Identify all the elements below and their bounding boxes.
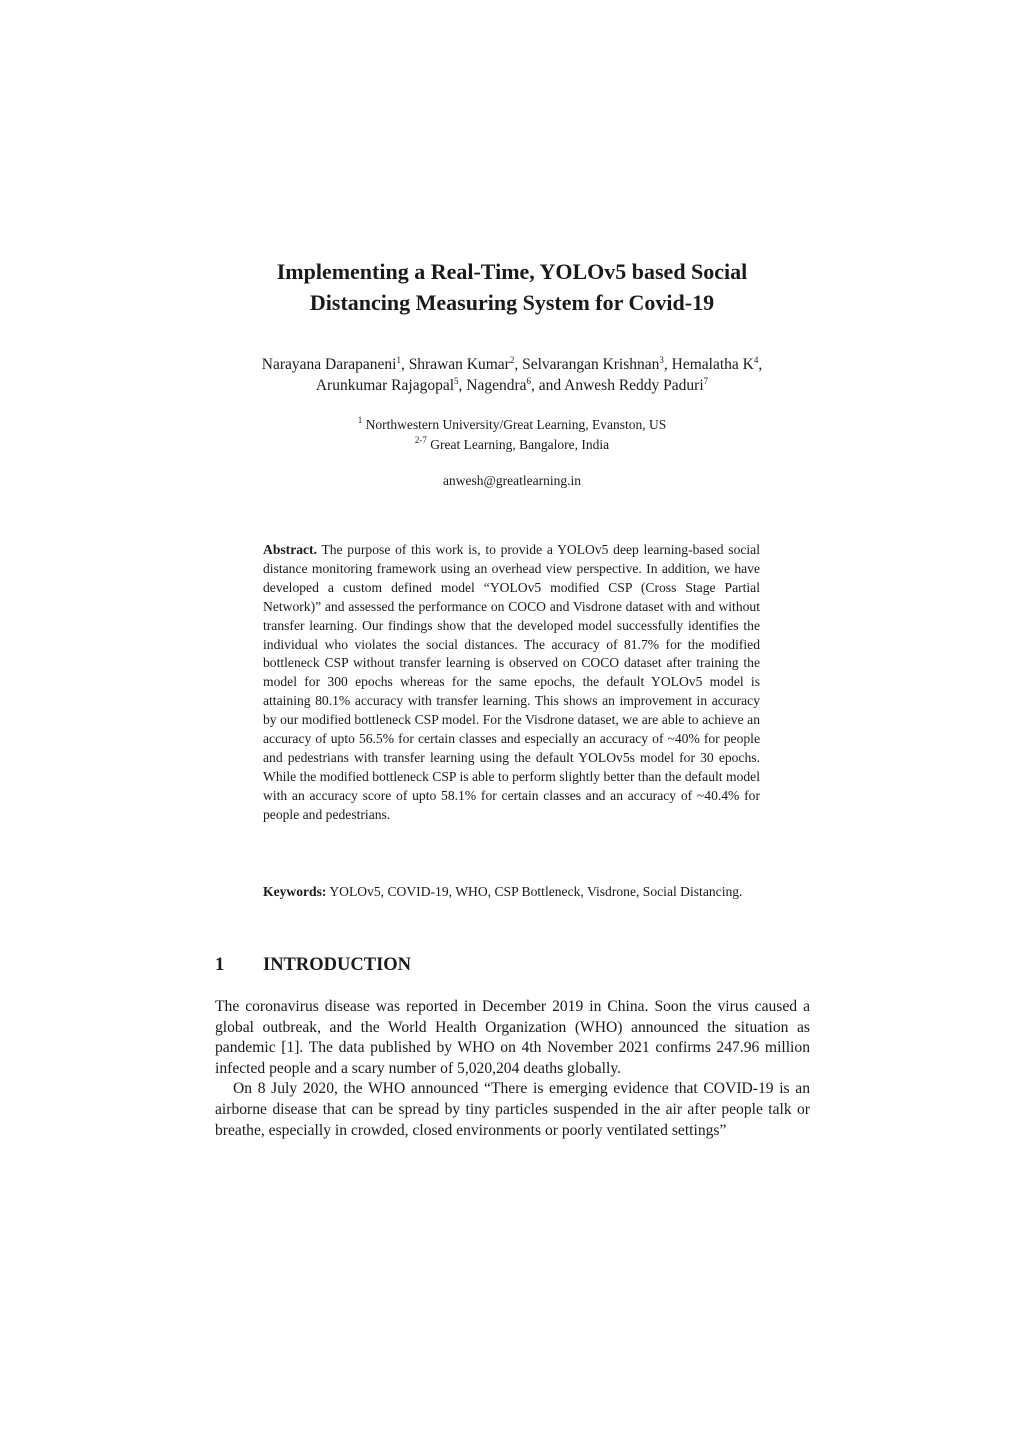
keywords-label: Keywords: [263, 884, 327, 899]
affiliation-mark: 1 [357, 415, 363, 425]
author-name: Arunkumar Rajagopal [315, 377, 455, 394]
author-affil-mark: 2 [509, 355, 515, 365]
paper-title [0, 256, 1024, 318]
author-affil-mark: 7 [703, 376, 709, 386]
affiliation-2 [0, 435, 1024, 455]
abstract-text: The purpose of this work is, to provide a YOLOv5 deep learning-based social distance monitoring framework using an overhead view perspective. In addition, we have developed a custom defined model “YOLOv5 modified CSP (Cross Stage Partial Network)” and assessed the performance on COCO and Visdrone dataset with and without transfer learning. Our findings show that the developed model successfully identifies the individual who violates the social distances. The accuracy of 81.7% for the modified bottleneck CSP without transfer learning is observed on COCO dataset after training the model for 300 epochs whereas for the same epochs, the default YOLOv5 model is attaining 80.1% accuracy with transfer learning. This shows an improvement in accuracy by our modified bottleneck CSP model. For the Visdrone dataset, we are able to achieve an accuracy of upto 56.5% for certain classes and especially an accuracy of ~40% for people and pedestrians with transfer learning using the default YOLOv5s model for 30 epochs. While the modified bottleneck CSP is able to perform slightly better than the default model with an accuracy score of upto 58.1% for certain classes and an accuracy of ~40.4% for people and pedestrians. [263, 542, 760, 822]
section-number: 1 [215, 955, 225, 975]
author-name: , Nagendra [458, 377, 527, 394]
keywords-paragraph [263, 882, 760, 901]
title-line-1: Implementing a Real-Time, YOLOv5 based Social [276, 259, 748, 284]
introduction-body [215, 997, 810, 1141]
affiliation-text: Great Learning, Bangalore, India [426, 437, 610, 452]
abstract-label: Abstract. [263, 542, 317, 557]
affiliation-mark: 2-7 [414, 435, 427, 445]
abstract-paragraph [263, 541, 760, 825]
author-name: , Hemalatha K [663, 356, 754, 373]
author-name: Narayana Darapaneni [261, 356, 397, 373]
author-line-1 [0, 354, 1024, 375]
author-list [0, 354, 1024, 396]
contact-email: anwesh@greatlearning.in [442, 473, 581, 488]
author-name: , Shrawan Kumar [400, 356, 510, 373]
affiliation-1 [0, 415, 1024, 435]
title-line-2: Distancing Measuring System for Covid-19 [309, 290, 715, 315]
keywords [263, 882, 760, 901]
author-line-2 [0, 375, 1024, 396]
author-affil-mark: 5 [454, 376, 459, 386]
author-affil-mark: 1 [396, 355, 401, 365]
keywords-text: YOLOv5, COVID-19, WHO, CSP Bottleneck, Visdrone, Social Distancing. [326, 884, 743, 899]
author-affil-mark: 6 [526, 376, 532, 386]
body-paragraph-2: On 8 July 2020, the WHO announced “There is emerging evidence that COVID-19 is an airborne disease that can be spread by tiny particles suspended in the air after people talk or breathe, especially in crowded, closed environments or poorly ventilated settings” [215, 1080, 810, 1139]
section-title: INTRODUCTION [263, 955, 412, 975]
author-affil-mark: 3 [659, 355, 664, 365]
author-name: , and Anwesh Reddy Paduri [531, 377, 704, 394]
author-affil-mark: 4 [753, 355, 759, 365]
abstract [263, 541, 760, 825]
author-separator: , [758, 356, 763, 373]
affiliation-text: Northwestern University/Great Learning, Evanston, US [362, 417, 667, 432]
author-name: , Selvarangan Krishnan [514, 356, 660, 373]
body-paragraph-1: The coronavirus disease was reported in December 2019 in China. Soon the virus caused a global outbreak, and the World Health Organization (WHO) announced the situation as pandemic [1]. The data published by WHO on 4th November 2021 confirms 247.96 million infected people and a scary number of 5,020,204 deaths globally. [215, 998, 810, 1077]
affiliations [0, 415, 1024, 455]
section-heading-introduction [215, 953, 411, 977]
